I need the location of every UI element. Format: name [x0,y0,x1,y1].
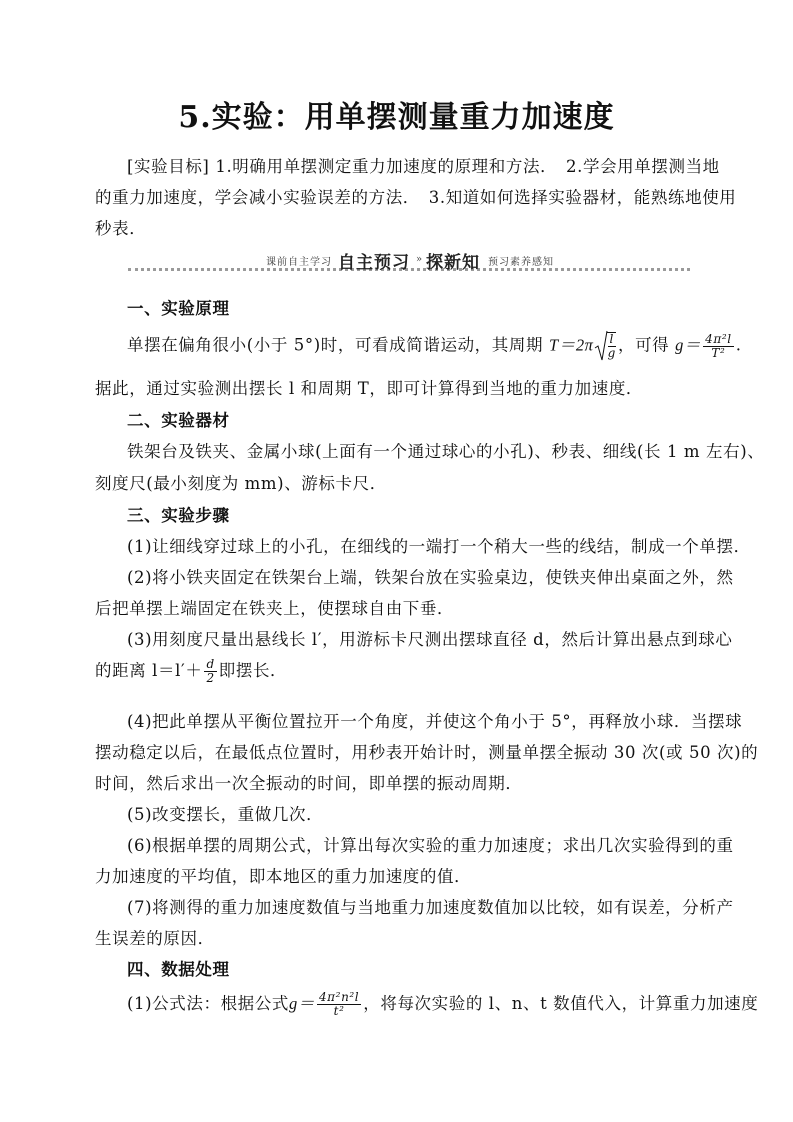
principle-line-2: 据此，通过实验测出摆长 l 和周期 T，即可计算得到当地的重力加速度． [95,379,644,398]
page-title: 5.实验：用单摆测量重力加速度 [178,100,615,135]
banner-title-2: 探新知 [426,253,480,273]
data-text-a: (1)公式法：根据公式 [127,994,289,1013]
step-3-formula: 的距离 l＝l′＋ [95,661,203,680]
step-2-line-1: (2)将小铁夹固定在铁架台上端，铁架台放在实验桌边，使铁夹伸出桌面之外，然 [127,568,734,587]
principle-text-c: . [735,335,742,355]
g-formula-prefix: g＝ [675,335,702,355]
step-5: (5)改变摆长，重做几次． [127,805,324,824]
principle-line-1 [127,330,742,362]
banner-arrow-icon: » [416,254,423,265]
principle-text-b: ，可得 [617,335,670,355]
step-6-line-1: (6)根据单摆的周期公式，计算出每次实验的重力加速度；求出几次实验得到的重 [127,836,734,855]
data-text-b: ，将每次实验的 l、n、t 数值代入，计算重力加速度 [363,994,759,1013]
sqrt-denominator: g [607,346,616,360]
banner-title-1: 自主预习 [338,253,410,273]
goals-line-2: 的重力加速度，学会减小实验误差的方法． 3.知道如何选择实验器材，能熟练地使用 [95,188,737,207]
step-6-line-2: 力加速度的平均值，即本地区的重力加速度的值． [95,867,472,886]
step-4-line-3: 时间，然后求出一次全振动的时间，即单摆的振动周期． [95,774,523,793]
heading-steps: 三、实验步骤 [127,506,230,525]
step-2-line-2: 后把单摆上端固定在铁夹上，使摆球自由下垂． [95,599,455,618]
sqrt-symbol [594,330,618,362]
goals-line-3: 秒表． [95,219,147,238]
goals-tag: [实验目标] [127,157,210,176]
data-denominator: t² [333,1004,345,1018]
heading-principle: 一、实验原理 [127,299,230,318]
step-4-line-1: (4)把此单摆从平衡位置拉开一个角度，并使这个角小于 5°，再释放小球．当摆球 [127,712,743,731]
step-3-line-2 [95,657,707,685]
data-line-1 [127,990,759,1018]
g-numerator: 4π²l [705,331,732,346]
heading-equipment: 二、实验器材 [127,411,230,430]
data-formula-prefix: g＝ [288,994,315,1013]
step-4-line-2: 摆动稳定以后，在最低点位置时，用秒表开始计时，测量单摆全振动 30 次(或 50 次)的 [95,743,759,762]
equipment-line-1: 铁架台及铁夹、金属小球(上面有一个通过球心的小孔)、秒表、细线(长 1 m 左右)、 [127,442,765,461]
period-formula-prefix: T＝2π [548,335,594,355]
step-3-text-end: 即摆长． [218,661,288,680]
g-denominator: T² [711,345,726,360]
step-1: (1)让细线穿过球上的小孔，在细线的一端打一个稍大一些的线结，制成一个单摆． [127,537,751,556]
banner-left-caption: 课前自主学习 [266,257,332,268]
step-7-line-1: (7)将测得的重力加速度数值与当地重力加速度数值加以比较，如有误差，分析产 [127,898,734,917]
step-3-line-1: (3)用刻度尺量出悬线长 l′，用游标卡尺测出摆球直径 d，然后计算出悬点到球心 [127,630,733,649]
step-7-line-2: 生误差的原因． [95,929,215,948]
principle-text-a: 单摆在偏角很小(小于 5°)时，可看成简谐运动，其周期 [127,335,544,355]
equipment-line-2: 刻度尺(最小刻度为 mm)、游标卡尺． [95,474,387,493]
goals-text-1: 1.明确用单摆测定重力加速度的原理和方法． 2.学会用单摆测当地 [215,157,720,176]
heading-data: 四、数据处理 [127,960,230,979]
step-3-numerator: d [206,657,215,671]
step-3-denominator: 2 [206,671,215,685]
banner-right-caption: 预习素养感知 [488,257,554,268]
goals-line-1 [127,153,739,177]
section-banner [128,248,690,272]
sqrt-numerator: l [609,332,614,346]
data-numerator: 4π²n²l [318,990,360,1004]
